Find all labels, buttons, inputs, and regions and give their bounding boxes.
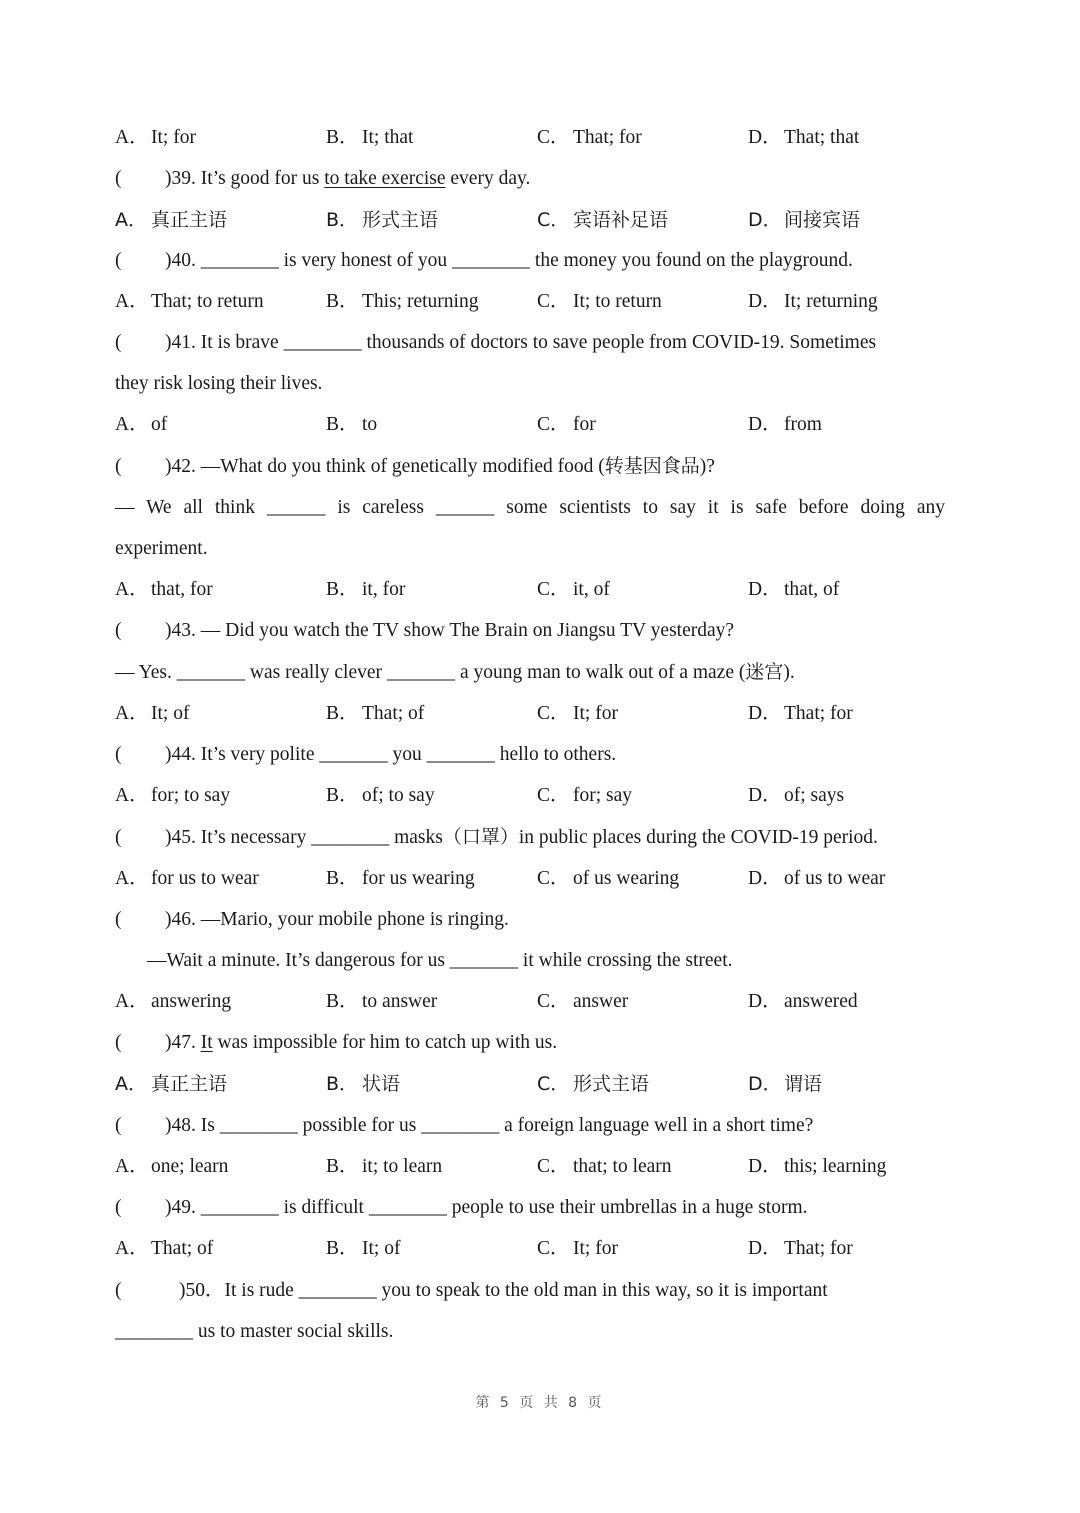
- q45-stem: ( )45. It’s necessary ________ masks（口罩）in public places during the COVID-19 period.: [115, 826, 878, 848]
- q39-underlined-phrase: to take exercise: [324, 168, 446, 189]
- q43-stem-line2: — Yes. _______ was really clever _______ a young man to walk out of a maze (迷宫).: [115, 661, 795, 683]
- q49-options: [115, 1234, 945, 1264]
- q46-option-c: C． answer: [537, 991, 629, 1012]
- q41-options: [115, 410, 945, 440]
- q39-option-a: A． 真正主语: [115, 209, 228, 231]
- q49-option-d: D． That; for: [748, 1238, 853, 1259]
- q41-option-c: C． for: [537, 414, 596, 435]
- page-number-footer: 第 5 页 共 8 页: [475, 1395, 605, 1411]
- q38-option-c: C． That; for: [537, 127, 642, 148]
- q43-stem: ( )43. — Did you watch the TV show The Brain on Jiangsu TV yesterday?: [115, 620, 735, 641]
- q46-option-b: B． to answer: [326, 991, 438, 1012]
- q47-option-c: C． 形式主语: [537, 1073, 650, 1095]
- q42-stem-line2: — We all think ______ is careless ______ some scientists to say it is safe before doing any: [115, 497, 945, 518]
- q45-option-b: B． for us wearing: [326, 868, 475, 889]
- q49-option-c: C． It; for: [537, 1238, 618, 1259]
- q46-stem: ( )46. —Mario, your mobile phone is ringing.: [115, 909, 509, 930]
- q48-option-c: C． that; to learn: [537, 1156, 672, 1177]
- q42-option-b: B． it, for: [326, 579, 406, 600]
- q40-stem: ( )40. ________ is very honest of you ________ the money you found on the playground.: [115, 250, 853, 271]
- q41-option-d: D． from: [748, 414, 822, 435]
- q41-stem-continued: they risk losing their lives.: [115, 373, 323, 394]
- q48-option-d: D． this; learning: [748, 1156, 887, 1177]
- q40-options: [115, 287, 945, 317]
- q47-underlined-word: It: [200, 1032, 213, 1053]
- q42-options: [115, 575, 945, 605]
- q39-option-d: D． 间接宾语: [748, 209, 861, 231]
- q41-option-a: A． of: [115, 414, 168, 435]
- q50-stem-continued: ________ us to master social skills.: [115, 1321, 394, 1342]
- q42-stem: ( )42. —What do you think of genetically modified food (转基因食品)?: [115, 455, 715, 477]
- q38-option-a: A． It; for: [115, 127, 196, 148]
- q42-option-d: D． that, of: [748, 579, 840, 600]
- q44-option-b: B． of; to say: [326, 785, 435, 806]
- q43-option-a: A． It; of: [115, 703, 190, 724]
- q47-option-d: D． 谓语: [748, 1073, 823, 1095]
- q43-option-d: D． That; for: [748, 703, 853, 724]
- q49-option-b: B． It; of: [326, 1238, 401, 1259]
- q44-stem: ( )44. It’s very polite _______ you _______ hello to others.: [115, 744, 617, 765]
- q45-option-d: D． of us to wear: [748, 868, 886, 889]
- q41-option-b: B． to: [326, 414, 378, 435]
- q45-options: [115, 864, 945, 894]
- q49-stem: ( )49. ________ is difficult ________ people to use their umbrellas in a huge storm.: [115, 1197, 808, 1218]
- q40-option-d: D． It; returning: [748, 291, 878, 312]
- q44-option-a: A． for; to say: [115, 785, 231, 806]
- q47-options: [115, 1069, 945, 1099]
- q48-options: [115, 1152, 945, 1182]
- q46-option-d: D． answered: [748, 991, 858, 1012]
- q39-option-c: C． 宾语补足语: [537, 209, 669, 231]
- q44-option-c: C． for; say: [537, 785, 633, 806]
- q45-option-c: C． of us wearing: [537, 868, 680, 889]
- q43-option-b: B． That; of: [326, 703, 425, 724]
- q42-option-c: C． it, of: [537, 579, 610, 600]
- q38-option-d: D． That; that: [748, 127, 860, 148]
- q39-options: [115, 205, 945, 235]
- q38-option-b: B． It; that: [326, 127, 414, 148]
- q43-options: [115, 699, 945, 729]
- q49-option-a: A． That; of: [115, 1238, 214, 1259]
- q48-option-a: A． one; learn: [115, 1156, 229, 1177]
- q40-option-c: C． It; to return: [537, 291, 662, 312]
- q46-option-a: A． answering: [115, 991, 232, 1012]
- q45-option-a: A． for us to wear: [115, 868, 259, 889]
- q42-stem-line3: experiment.: [115, 538, 208, 559]
- q41-stem: ( )41. It is brave ________ thousands of doctors to save people from COVID-19. Sometimes: [115, 332, 877, 353]
- q47-stem: ( )47. It was impossible for him to catch up with us.: [115, 1032, 558, 1053]
- q39-option-b: B． 形式主语: [326, 209, 439, 231]
- q46-options: [115, 987, 945, 1017]
- q43-option-c: C． It; for: [537, 703, 618, 724]
- q44-options: [115, 781, 945, 811]
- q39-stem: ( )39. It’s good for us to take exercise every day.: [115, 168, 531, 189]
- q46-stem-line2: —Wait a minute. It’s dangerous for us _______ it while crossing the street.: [147, 950, 733, 971]
- q47-option-a: A． 真正主语: [115, 1073, 228, 1095]
- q42-option-a: A． that, for: [115, 579, 213, 600]
- q40-option-a: A． That; to return: [115, 291, 264, 312]
- q47-option-b: B． 状语: [326, 1073, 401, 1095]
- q48-stem: ( )48. Is ________ possible for us ________ a foreign language well in a short time?: [115, 1115, 814, 1136]
- q50-stem: ( )50．It is rude ________ you to speak to the old man in this way, so it is important: [115, 1280, 828, 1301]
- q40-option-b: B． This; returning: [326, 291, 479, 312]
- q48-option-b: B． it; to learn: [326, 1156, 443, 1177]
- q38-options: [115, 123, 945, 153]
- q44-option-d: D． of; says: [748, 785, 845, 806]
